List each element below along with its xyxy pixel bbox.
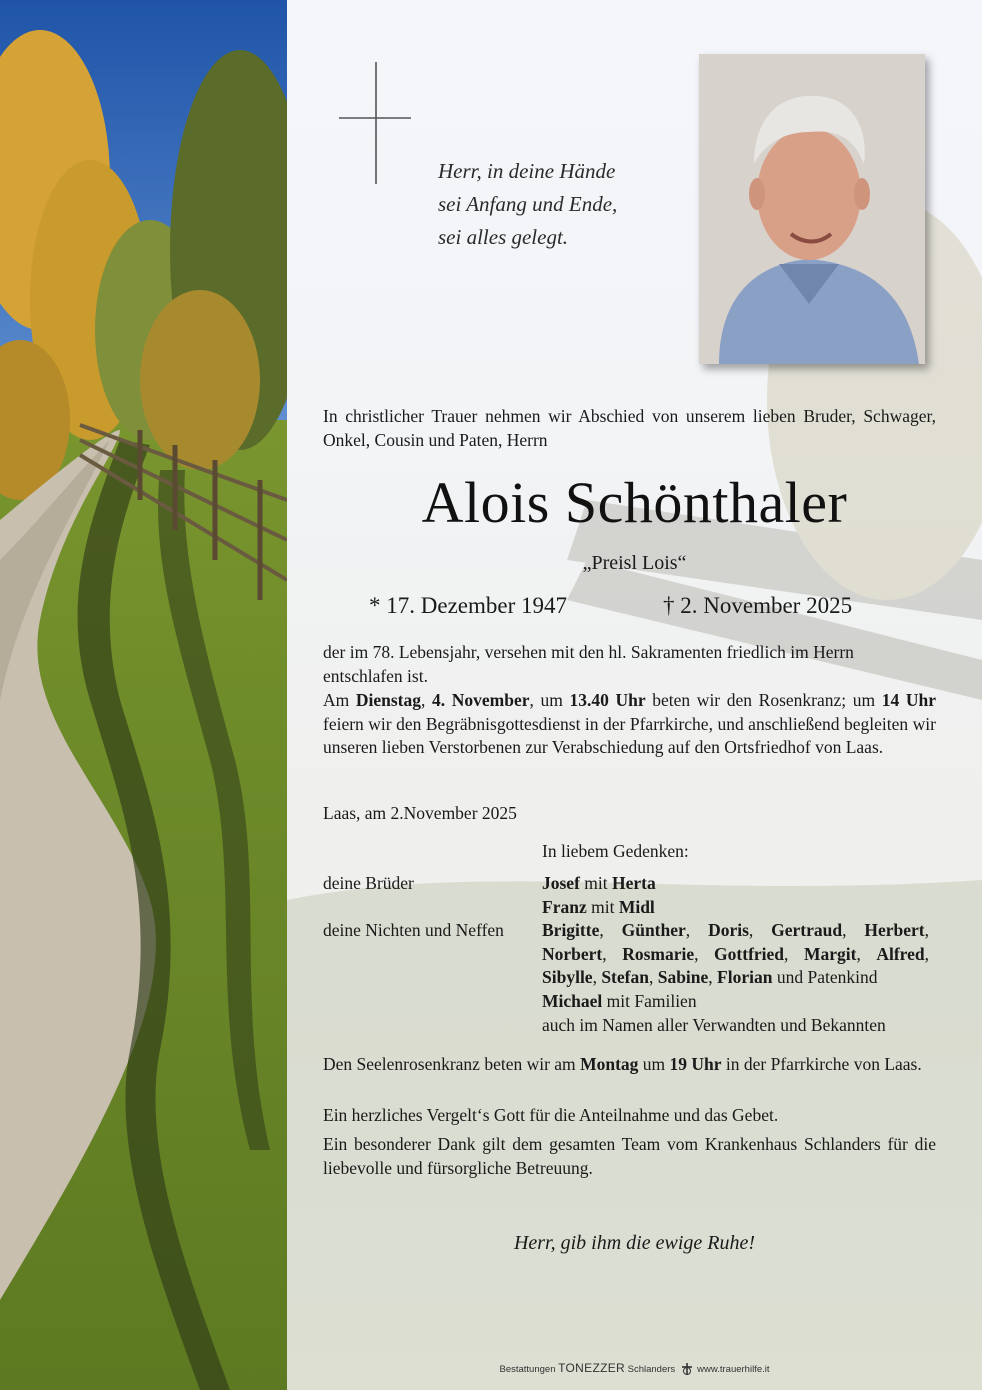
verse-line: Herr, in deine Hände <box>438 159 616 183</box>
birth-date: * 17. Dezember 1947 <box>369 593 567 618</box>
footer: Bestattungen TONEZZER Schlanders www.trauerhilfe.it <box>499 1361 770 1375</box>
thanks-text: Ein herzliches Vergelt‘s Gott für die Anteilnahme und das Gebet. <box>323 1105 779 1125</box>
death-date: † 2. November 2025 <box>663 593 853 618</box>
nieces-nephews-label: deine Nichten und Neffen <box>323 920 504 940</box>
verse <box>438 155 698 254</box>
nieces-nephews-list: Brigitte, Günther, Doris, Gertraud, Herbert, Norbert, Rosmarie, Gottfried, Margit, Alfred, Sibylle, Stefan, Sabine, Florian und Patenkind <box>542 920 930 987</box>
obituary-main <box>287 0 982 1390</box>
funeral-home-brand: TONEZZER <box>558 1361 625 1375</box>
portrait-photo <box>699 54 925 364</box>
landscape-photo-strip <box>0 0 287 1390</box>
verse-line: sei alles gelegt. <box>438 225 569 249</box>
relatives-line: auch im Namen aller Verwandten und Bekannten <box>542 1015 886 1035</box>
brothers-list <box>542 872 942 919</box>
hospital-thanks-text: Ein besonderer Dank gilt dem gesamten Team vom Krankenhaus Schlanders für die liebevolle und fürsorgliche Betreuung. <box>323 1134 936 1178</box>
website-link[interactable]: www.trauerhilfe.it <box>697 1364 770 1375</box>
brother-line: Franz mit Midl <box>542 896 655 917</box>
trauerhilfe-logo-icon <box>680 1362 694 1376</box>
cross-icon <box>339 62 419 184</box>
brother-line: Josef mit Herta <box>542 873 656 893</box>
funeral-day: Dienstag <box>355 690 422 710</box>
deceased-name: Alois Schönthaler <box>421 470 848 535</box>
mass-time: 14 Uhr <box>881 690 936 710</box>
nickname: „Preisl Lois“ <box>582 552 687 574</box>
funeral-details: Am Dienstag, 4. November, um 13.40 Uhr beten wir den Rosenkranz; um 14 Uhr feiern wir den Begräbnisgottesdienst in der Pfarrkirche, und anschließend begleiten wir unseren lieben Verstorbenen zur Verabschiedung auf den Ortsfriedhof von Laas. <box>323 690 936 757</box>
verse-line: sei Anfang und Ende, <box>438 192 618 216</box>
rosary-time: 13.40 Uhr <box>569 690 646 710</box>
godchild-line: Michael mit Familien <box>542 991 697 1011</box>
place-date: Laas, am 2.November 2025 <box>323 803 517 823</box>
funeral-date: 4. November <box>432 690 530 710</box>
intro-text: In christlicher Trauer nehmen wir Abschied von unserem lieben Bruder, Schwager, Onkel, Cousin und Paten, Herrn <box>323 406 936 450</box>
passing-text: der im 78. Lebensjahr, versehen mit den hl. Sakramenten friedlich im Herrn entschlafen ist. <box>323 642 854 686</box>
in-memory-heading: In liebem Gedenken: <box>542 841 689 861</box>
brothers-label: deine Brüder <box>323 873 414 893</box>
autumn-path-illustration <box>0 0 287 1390</box>
closing-prayer: Herr, gib ihm die ewige Ruhe! <box>513 1232 756 1254</box>
evening-rosary-text: Den Seelenrosenkranz beten wir am Montag um 19 Uhr in der Pfarrkirche von Laas. <box>323 1054 922 1074</box>
